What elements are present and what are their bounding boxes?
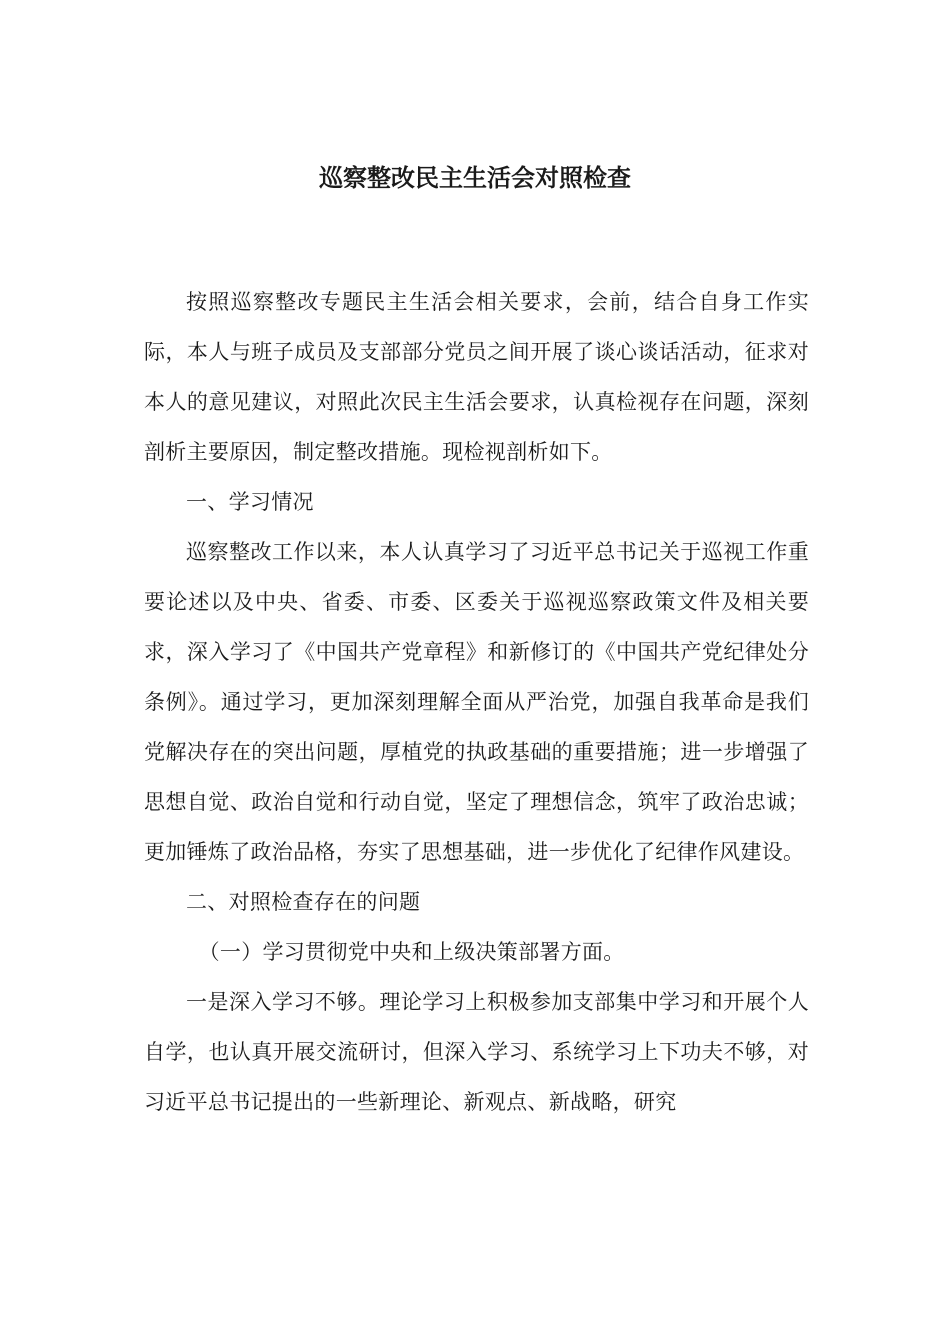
document-title: 巡察整改民主生活会对照检查 xyxy=(319,164,631,192)
intro-paragraph: 按照巡察整改专题民主生活会相关要求，会前，结合自身工作实际，本人与班子成员及支部部分党员之间开展了谈心谈话活动，征求对本人的意见建议，对照此次民主生活会要求，认真检视存在问题，深刻剖析主要原因，制定整改措施。现检视剖析如下。 xyxy=(144,290,809,464)
section-heading-study: 一、学习情况 xyxy=(186,490,314,514)
section-heading-problems: 二、对照检查存在的问题 xyxy=(186,890,421,914)
study-paragraph: 巡察整改工作以来，本人认真学习了习近平总书记关于巡视工作重要论述以及中央、省委、市委、区委关于巡视巡察政策文件及相关要求，深入学习了《中国共产党章程》和新修订的《中国共产党纪律处分条例》。通过学习，更加深刻理解全面从严治党，加强自我革命是我们党解决存在的突出问题，厚植党的执政基础的重要措施；进一步增强了思想自觉、政治自觉和行动自觉，坚定了理想信念，筑牢了政治忠诚；更加锤炼了政治品格，夯实了思想基础，进一步优化了纪律作风建设。 xyxy=(144,540,809,864)
problem-paragraph: 一是深入学习不够。理论学习上积极参加支部集中学习和开展个人自学，也认真开展交流研讨，但深入学习、系统学习上下功夫不够，对习近平总书记提出的一些新理论、新观点、新战略，研究 xyxy=(144,990,809,1114)
document-body xyxy=(144,277,809,1127)
subsection-heading: （一）学习贯彻党中央和上级决策部署方面。 xyxy=(198,940,625,964)
